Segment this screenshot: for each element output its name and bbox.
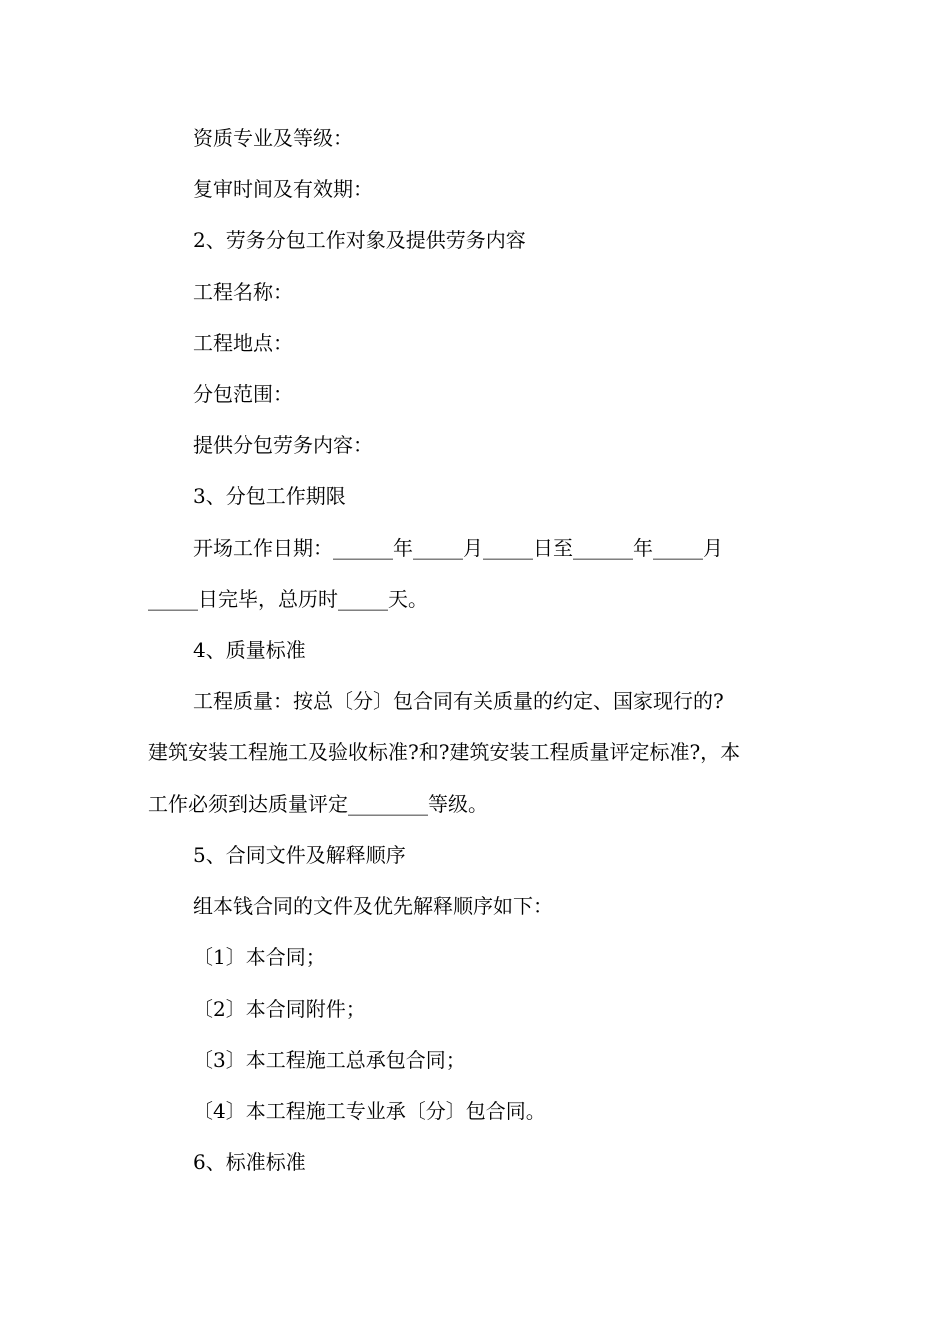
section-2-heading: 2、劳务分包工作对象及提供劳务内容 [193, 228, 526, 252]
contract-doc-item-3: 〔3〕本工程施工总承包合同； [193, 1048, 466, 1072]
work-period-line-1: 开场工作日期：______年_____月_____日至______年_____月 [193, 536, 723, 560]
section-6-heading: 6、标准标准 [193, 1150, 306, 1174]
project-location-field: 工程地点： [193, 331, 293, 355]
review-date-field: 复审时间及有效期： [193, 177, 373, 201]
quality-paragraph-line-2: 建筑安装工程施工及验收标准?和?建筑安装工程质量评定标准?，本 [148, 740, 741, 764]
quality-paragraph-line-1: 工程质量：按总〔分〕包合同有关质量的约定、国家现行的? [193, 689, 724, 713]
contract-doc-item-2: 〔2〕本合同附件； [193, 997, 366, 1021]
qualification-field: 资质专业及等级： [193, 126, 353, 150]
contract-doc-item-1: 〔1〕本合同； [193, 945, 326, 969]
work-period-line-2: _____日完毕，总历时_____天。 [148, 587, 428, 611]
section-4-heading: 4、质量标准 [193, 638, 306, 662]
quality-paragraph-line-3: 工作必须到达质量评定________等级。 [148, 792, 488, 816]
project-name-field: 工程名称： [193, 280, 293, 304]
contract-docs-intro: 组本钱合同的文件及优先解释顺序如下： [193, 894, 553, 918]
contract-doc-item-4: 〔4〕本工程施工专业承〔分〕包合同。 [193, 1099, 546, 1123]
subcontract-scope-field: 分包范围： [193, 382, 293, 406]
section-5-heading: 5、合同文件及解释顺序 [193, 843, 406, 867]
labor-content-field: 提供分包劳务内容： [193, 433, 373, 457]
section-3-heading: 3、分包工作期限 [193, 484, 346, 508]
